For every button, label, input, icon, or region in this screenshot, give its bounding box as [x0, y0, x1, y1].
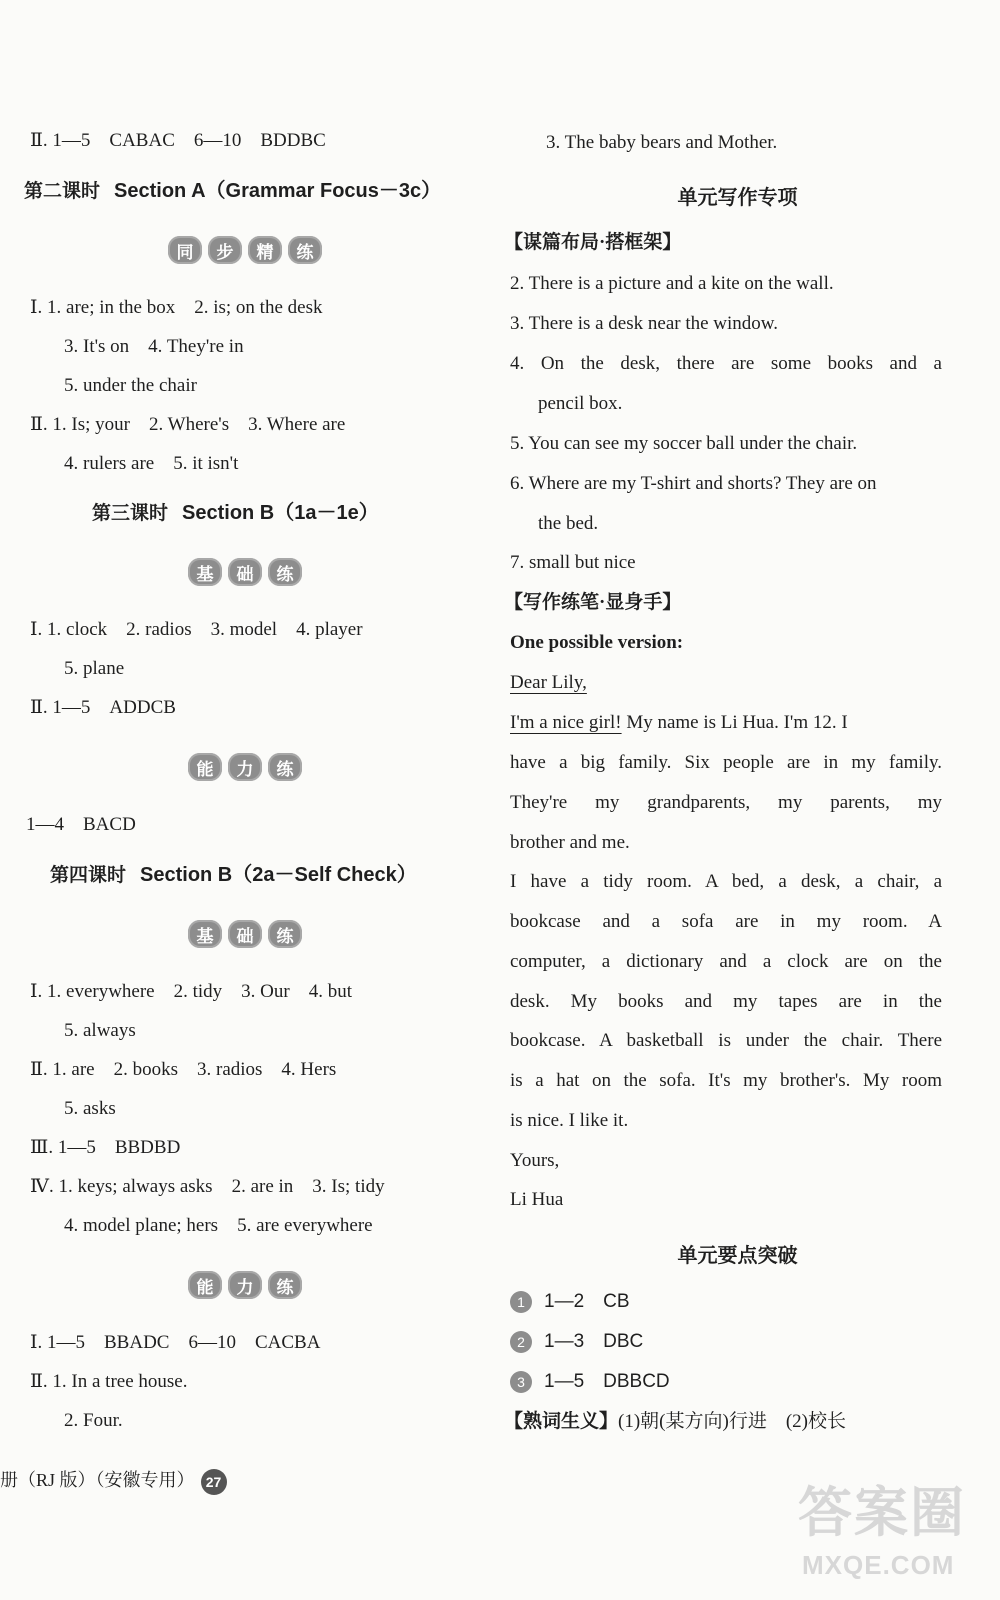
keypoint-text: 1—5 DBBCD — [544, 1371, 670, 1392]
answer-line: Ⅱ. 1. Is; your 2. Where's 3. Where are — [30, 414, 346, 435]
letter-line: desk. My books and my tapes are in the — [510, 991, 942, 1012]
footer-text: 册（RJ 版）（安徽专用） — [0, 1470, 195, 1490]
answer-line: 1—4 BACD — [26, 814, 136, 835]
answer-line: Ⅰ. 1. are; in the box 2. is; on the desk — [30, 297, 323, 318]
answer-line: 4. model plane; hers 5. are everywhere — [64, 1215, 373, 1236]
badge-char: 练 — [268, 558, 302, 586]
lesson-heading — [50, 862, 417, 889]
answer-line: 2. Four. — [64, 1410, 123, 1431]
answer-line: 4. On the desk, there are some books and a — [510, 353, 942, 374]
letter-signature: Li Hua — [510, 1189, 564, 1210]
page-footer — [0, 1466, 227, 1495]
keypoint-text: 1—2 CB — [544, 1291, 630, 1312]
answer-line: 5. under the chair — [64, 375, 197, 396]
keypoint-number: 3 — [510, 1371, 532, 1393]
section-badge-nengli — [188, 1271, 302, 1299]
answer-line: 7. small but nice — [510, 552, 636, 573]
badge-char: 力 — [228, 1271, 262, 1299]
answer-line: 5. asks — [64, 1098, 116, 1119]
lesson-title: 第二课时 — [24, 181, 101, 202]
lesson-section: Section A（Grammar Focus－3c） — [114, 180, 442, 202]
letter-line: is nice. I like it. — [510, 1110, 629, 1131]
badge-char: 同 — [168, 236, 202, 264]
badge-char: 础 — [228, 920, 262, 948]
keypoint-item — [510, 1369, 670, 1395]
answer-line: 6. Where are my T-shirt and shorts? They are on — [510, 473, 877, 494]
answer-line: the bed. — [538, 513, 599, 534]
letter-line: brother and me. — [510, 832, 630, 853]
answer-line: Ⅱ. 1—5 ADDCB — [30, 697, 176, 718]
answer-line: Ⅳ. 1. keys; always asks 2. are in 3. Is; tidy — [30, 1176, 385, 1197]
letter-line: bookcase. A basketball is under the chair. There — [510, 1030, 942, 1051]
letter-closing: Yours, — [510, 1150, 560, 1171]
answer-line: Ⅱ. 1. In a tree house. — [30, 1371, 188, 1392]
badge-char: 练 — [268, 1271, 302, 1299]
answer-line: 3. There is a desk near the window. — [510, 313, 779, 334]
answer-line: 5. plane — [64, 658, 125, 679]
letter-underlined-phrase: I'm a nice girl! — [510, 712, 622, 733]
answer-line: 5. always — [64, 1020, 136, 1041]
badge-char: 精 — [248, 236, 282, 264]
bracket-heading: 【熟词生义】 — [504, 1411, 619, 1432]
bracket-heading: 【谋篇布局·搭框架】 — [504, 232, 682, 253]
answer-line: Ⅰ. 1. everywhere 2. tidy 3. Our 4. but — [30, 981, 352, 1002]
answer-line: Ⅰ. 1—5 BBADC 6—10 CACBA — [30, 1332, 321, 1353]
letter-line — [510, 710, 848, 736]
badge-char: 力 — [228, 753, 262, 781]
letter-line: is a hat on the sofa. It's my brother's. My room — [510, 1070, 942, 1091]
badge-char: 基 — [188, 558, 222, 586]
section-heading-keypoints: 单元要点突破 — [677, 1245, 798, 1267]
keypoint-number: 1 — [510, 1291, 532, 1313]
badge-char: 础 — [228, 558, 262, 586]
answer-line: Ⅱ. 1—5 CABAC 6—10 BDDBC — [30, 130, 326, 151]
lesson-title: 第三课时 — [92, 503, 169, 524]
letter-line: bookcase and a sofa are in my room. A — [510, 911, 942, 932]
bracket-line — [504, 1409, 846, 1435]
keypoint-text: 1—3 DBC — [544, 1331, 644, 1352]
bracket-heading: 【写作练笔·显身手】 — [504, 592, 682, 613]
badge-char: 基 — [188, 920, 222, 948]
section-heading-writing: 单元写作专项 — [677, 187, 798, 209]
watermark-text: 答案圈 — [798, 1483, 966, 1543]
section-badge-jichu — [188, 558, 302, 586]
letter-line: have a big family. Six people are in my family. — [510, 752, 942, 773]
keypoint-number: 2 — [510, 1331, 532, 1353]
lesson-heading — [92, 500, 379, 527]
answer-line: 3. The baby bears and Mother. — [546, 132, 778, 153]
keypoint-item — [510, 1329, 643, 1355]
badge-char: 练 — [288, 236, 322, 264]
badge-char: 步 — [208, 236, 242, 264]
lesson-section: Section B（2a－Self Check） — [140, 864, 417, 886]
answer-line: Ⅲ. 1—5 BBDBD — [30, 1137, 181, 1158]
version-label: One possible version: — [510, 632, 684, 653]
letter-line: They're my grandparents, my parents, my — [510, 792, 942, 813]
answer-line: 4. rulers are 5. it isn't — [64, 453, 239, 474]
watermark-url: MXQE.COM — [802, 1550, 955, 1580]
badge-char: 能 — [188, 1271, 222, 1299]
keypoint-item — [510, 1289, 630, 1315]
letter-line: computer, a dictionary and a clock are on the — [510, 951, 942, 972]
lesson-title: 第四课时 — [50, 865, 127, 886]
watermark — [790, 1470, 980, 1590]
section-badge-nengli — [188, 753, 302, 781]
answer-line: 5. You can see my soccer ball under the chair. — [510, 433, 858, 454]
answer-line: pencil box. — [538, 393, 623, 414]
letter-text: My name is Li Hua. I'm 12. I — [621, 712, 848, 733]
letter-line: I have a tidy room. A bed, a desk, a chair, a — [510, 871, 942, 892]
page-number: 27 — [201, 1469, 227, 1495]
letter-salutation: Dear Lily, — [510, 672, 587, 693]
section-badge-jichu — [188, 920, 302, 948]
lesson-section: Section B（1a－1e） — [182, 502, 379, 524]
answer-line: Ⅱ. 1. are 2. books 3. radios 4. Hers — [30, 1059, 337, 1080]
section-badge-tongbu — [168, 236, 322, 264]
badge-char: 练 — [268, 920, 302, 948]
answer-line: 3. It's on 4. They're in — [64, 336, 244, 357]
bracket-text: (1)朝(某方向)行进 (2)校长 — [618, 1411, 846, 1432]
badge-char: 能 — [188, 753, 222, 781]
answer-line: 2. There is a picture and a kite on the wall. — [510, 273, 834, 294]
answer-line: Ⅰ. 1. clock 2. radios 3. model 4. player — [30, 619, 363, 640]
badge-char: 练 — [268, 753, 302, 781]
lesson-heading — [24, 178, 441, 205]
